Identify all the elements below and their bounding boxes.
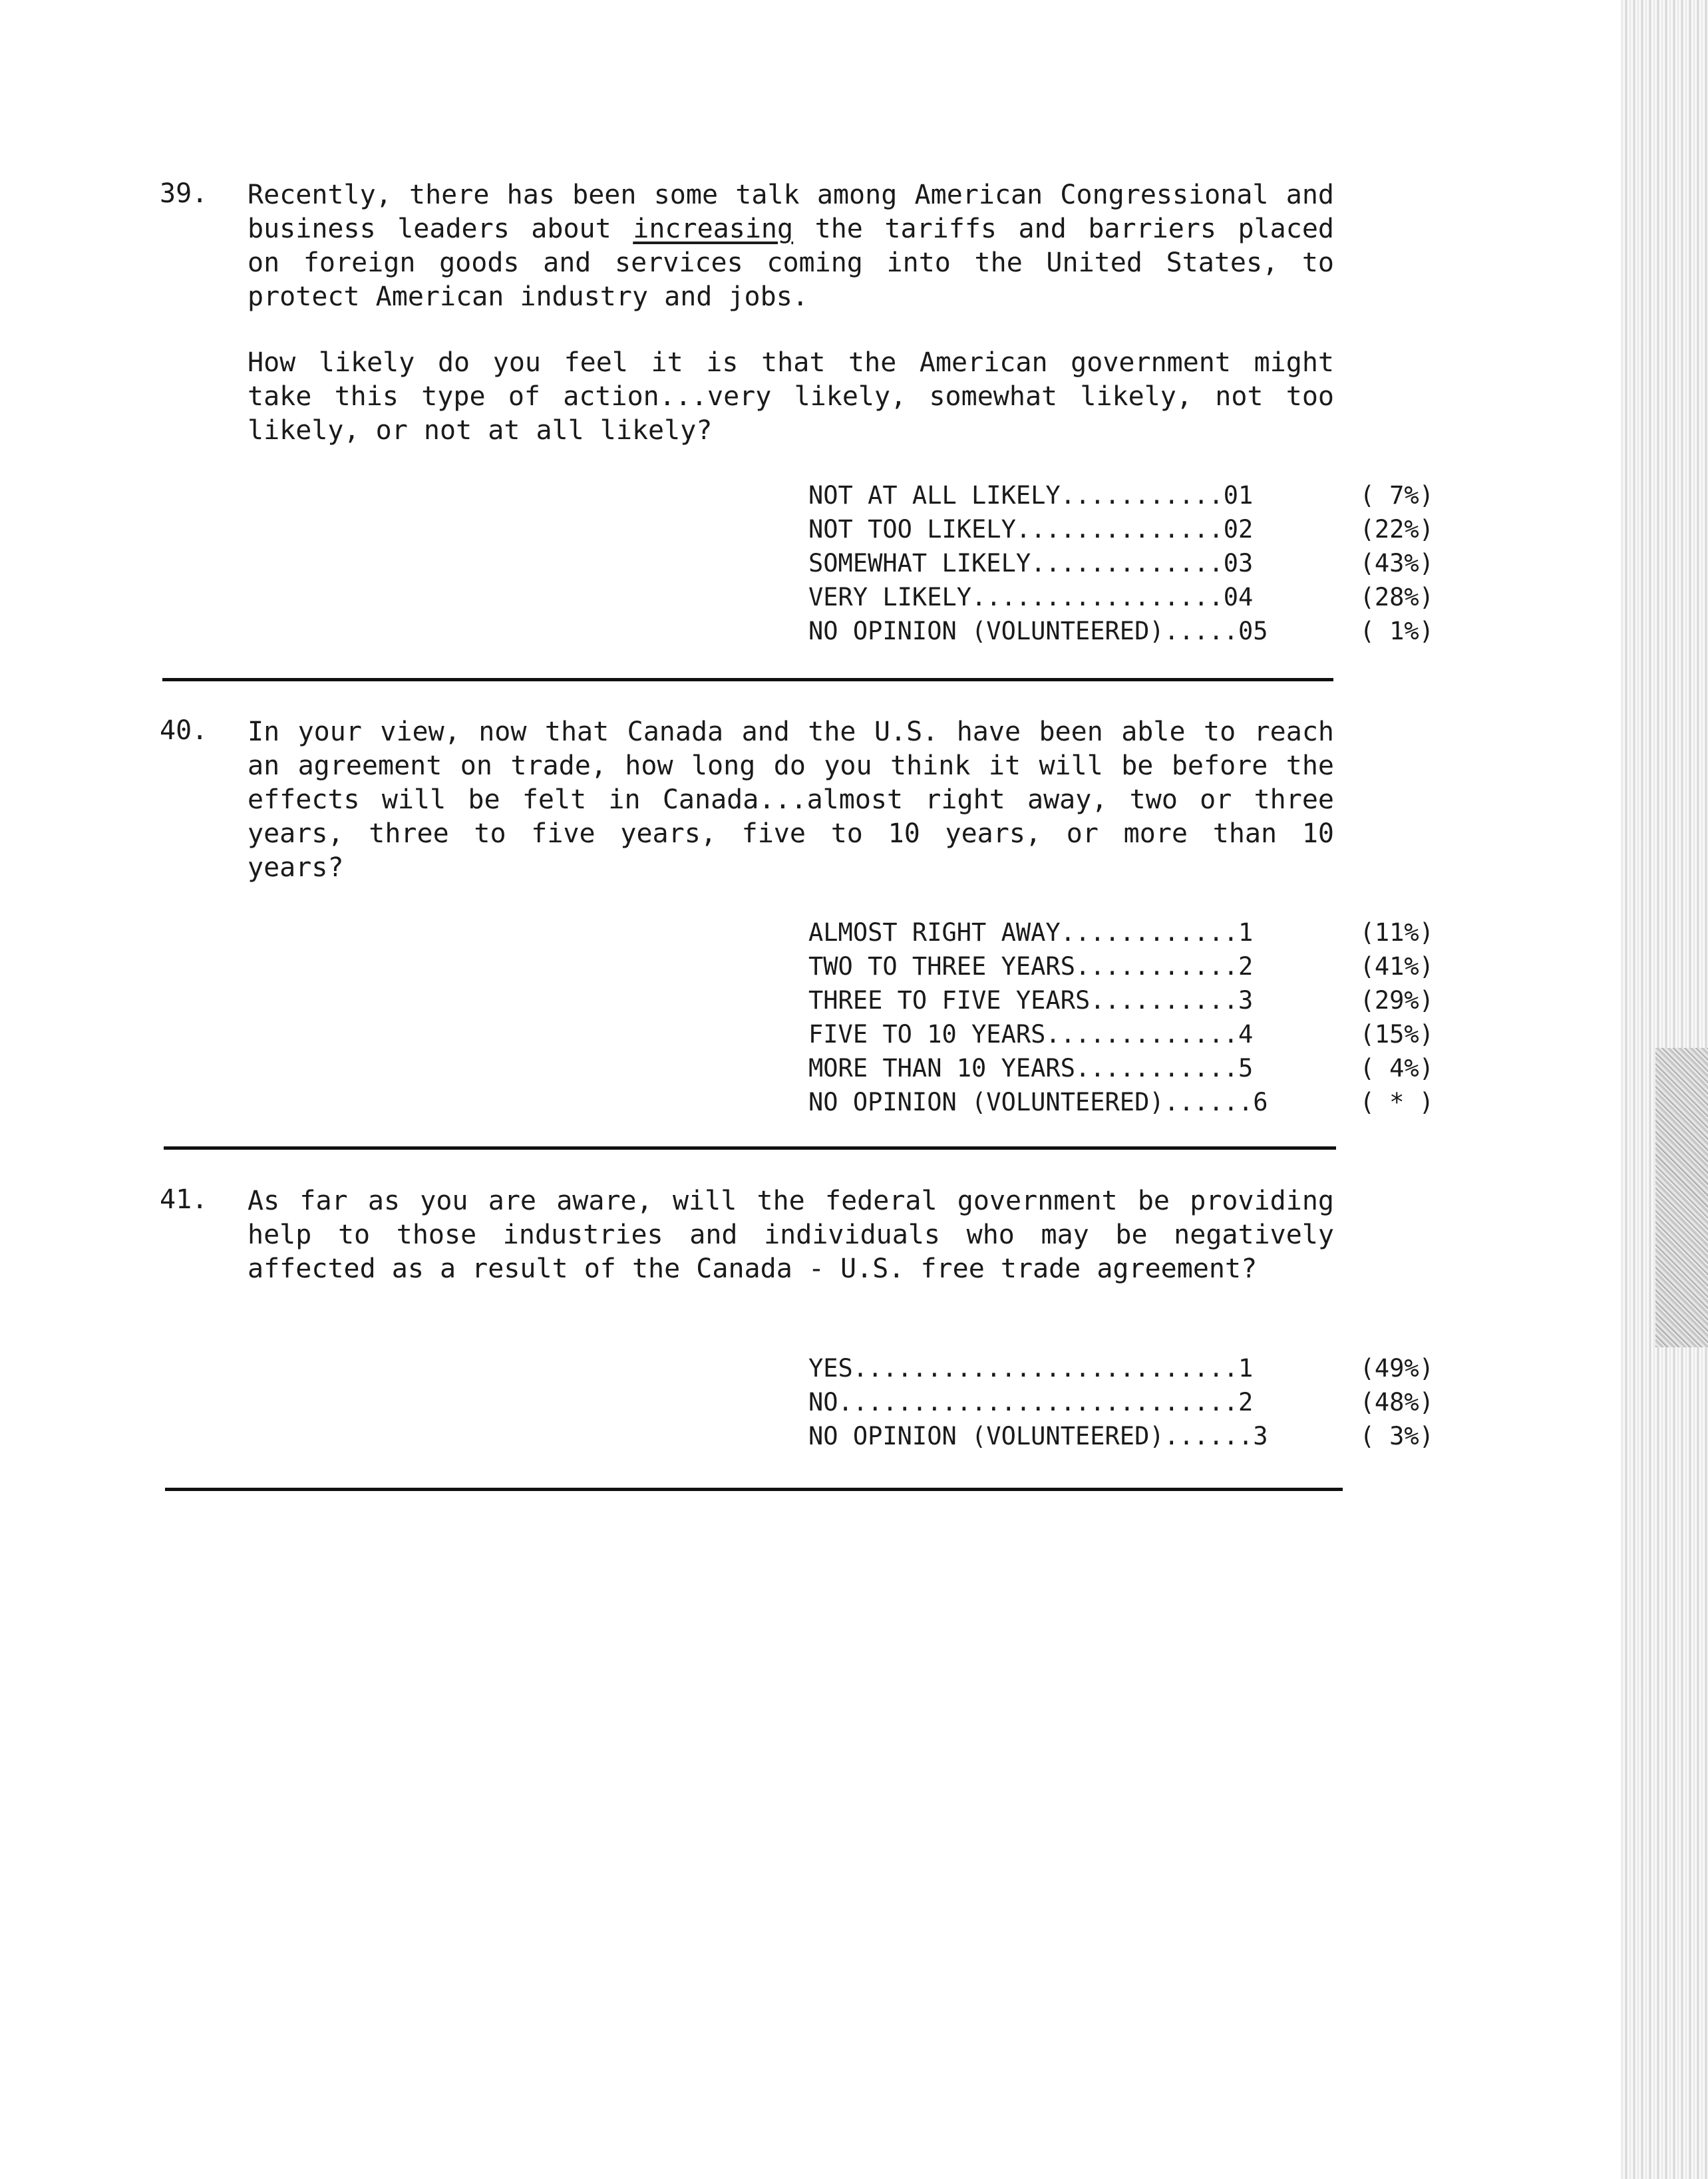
answer-label: YES..........................1 <box>808 1354 1254 1383</box>
question-followup: How likely do you feel it is that the American government might take this type of action...very likely, somewhat likely, not too likely, or not at all likely? <box>248 347 1334 446</box>
answer-row <box>808 515 1434 549</box>
answer-percent: (41%) <box>1359 952 1434 981</box>
answer-label: NO OPINION (VOLUNTEERED).....05 <box>808 617 1268 645</box>
answer-list <box>808 1354 1434 1456</box>
answer-percent: (15%) <box>1359 1020 1434 1049</box>
answer-label: TWO TO THREE YEARS...........2 <box>808 952 1254 981</box>
question-text <box>248 178 1334 314</box>
answer-label: THREE TO FIVE YEARS..........3 <box>808 986 1254 1015</box>
answer-row <box>808 1088 1434 1122</box>
answer-row <box>808 549 1434 583</box>
answer-percent: (28%) <box>1359 583 1434 611</box>
answer-percent: (48%) <box>1359 1388 1434 1417</box>
answer-percent: (22%) <box>1359 515 1434 544</box>
answer-row <box>808 952 1434 986</box>
answer-label: ALMOST RIGHT AWAY............1 <box>808 918 1254 947</box>
section-divider <box>162 678 1333 681</box>
answer-row <box>808 1054 1434 1088</box>
section-divider <box>165 1488 1343 1491</box>
answer-percent: (49%) <box>1359 1354 1434 1383</box>
answer-list <box>808 481 1434 651</box>
answer-percent: ( 3%) <box>1359 1422 1434 1450</box>
answer-label: VERY LIKELY.................04 <box>808 583 1254 611</box>
answer-label: SOMEWHAT LIKELY.............03 <box>808 549 1254 578</box>
question-text-part: Recently, there has been some talk among American Congressional and business leaders about <box>248 180 1334 244</box>
answer-label: NO...........................2 <box>808 1388 1254 1417</box>
answer-label: MORE THAN 10 YEARS...........5 <box>808 1054 1254 1083</box>
answer-row <box>808 1388 1434 1422</box>
answer-row <box>808 1020 1434 1054</box>
answer-percent: (43%) <box>1359 549 1434 578</box>
answer-row <box>808 481 1434 515</box>
answer-row <box>808 617 1434 651</box>
answer-row <box>808 1354 1434 1388</box>
binder-clip <box>1655 1048 1708 1347</box>
answer-percent: (29%) <box>1359 986 1434 1015</box>
question-number: 41. <box>160 1184 208 1215</box>
answer-percent: ( 1%) <box>1359 617 1434 645</box>
answer-row <box>808 1422 1434 1456</box>
section-divider <box>164 1146 1336 1150</box>
answer-row <box>808 986 1434 1020</box>
answer-label: FIVE TO 10 YEARS.............4 <box>808 1020 1254 1049</box>
answer-percent: ( 7%) <box>1359 481 1434 510</box>
answer-list <box>808 918 1434 1122</box>
question-text: As far as you are aware, will the federal government be providing help to those industries and individuals who may be negatively affected as a result of the Canada - U.S. free trade agreement? <box>248 1186 1334 1284</box>
answer-percent: ( 4%) <box>1359 1054 1434 1083</box>
answer-row <box>808 583 1434 617</box>
underlined-word: increasing <box>633 214 794 244</box>
answer-percent: ( * ) <box>1359 1088 1434 1116</box>
answer-row <box>808 918 1434 952</box>
answer-label: NOT AT ALL LIKELY...........01 <box>808 481 1254 510</box>
question-number: 39. <box>160 178 208 209</box>
question-number: 40. <box>160 715 208 746</box>
answer-label: NOT TOO LIKELY..............02 <box>808 515 1254 544</box>
answer-label: NO OPINION (VOLUNTEERED)......6 <box>808 1088 1268 1116</box>
answer-label: NO OPINION (VOLUNTEERED)......3 <box>808 1422 1268 1450</box>
question-text: In your view, now that Canada and the U.S. have been able to reach an agreement on trade, how long do you think it will be before the effects will be felt in Canada...almost right away, two or three years, three to five years, five to 10 years, or more than 10 years? <box>248 717 1334 883</box>
question-text-part: the tariffs and barriers placed on foreign goods and services coming into the United States, to protect American industry and jobs. <box>248 214 1335 312</box>
answer-percent: (11%) <box>1359 918 1434 947</box>
